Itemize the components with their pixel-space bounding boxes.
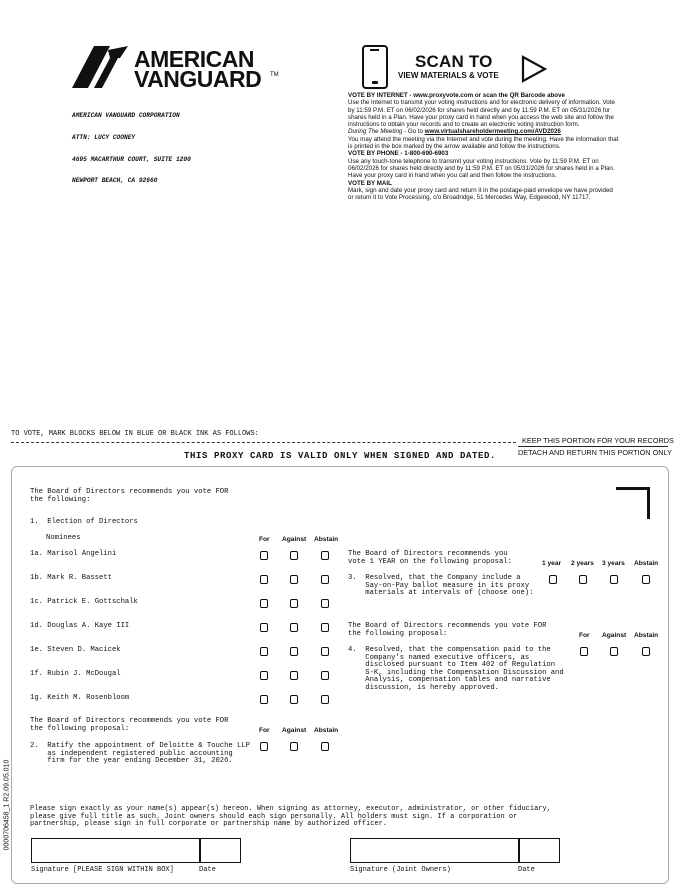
checkbox-1g-against[interactable] xyxy=(290,695,298,704)
meeting-mid: - Go to xyxy=(402,128,425,136)
item4-text: 4. Resolved, that the compensation paid to the Company's named executive officers, as disclosed pursuant to Item 402 of Regulation S-K, including the Compensation Discussion and Analysis, compensation tables and narrative discussion, is hereby approved. xyxy=(348,646,564,692)
col-abstain: Abstain xyxy=(314,727,339,734)
item2-text: 2. Ratify the appointment of Deloitte & Touche LLP as independent registered public accounting firm for the year ending December 31, 2026. xyxy=(30,742,250,766)
col-1-year: 1 year xyxy=(542,560,562,567)
checkbox-1d-for[interactable] xyxy=(260,623,268,632)
col-3-years: 3 years xyxy=(602,560,625,567)
meeting-prefix: During The Meeting xyxy=(348,128,403,136)
mail-heading: VOTE BY MAIL xyxy=(348,179,392,187)
col-for: For xyxy=(259,727,270,734)
signature-label: Signature [PLEASE SIGN WITHIN BOX] xyxy=(31,866,174,874)
col-for: For xyxy=(259,536,270,543)
phone-body: Use any touch-tone telephone to transmit your voting instructions. Vote by 11:59 P.M. ET on 06/02/2026 for shares held directly and by 11:59 P.M. ET on 05/31/2026 for shares held in a Plan. Have your proxy card in hand when you call and then follow the instructions. xyxy=(348,157,615,180)
valid-notice: THIS PROXY CARD IS VALID ONLY WHEN SIGNED AND DATED. xyxy=(184,451,497,461)
col-abstain: Abstain xyxy=(634,560,659,567)
checkbox-1b-abstain[interactable] xyxy=(321,575,329,584)
col-for: For xyxy=(579,632,590,639)
checkbox-1f-against[interactable] xyxy=(290,671,298,680)
company-logo xyxy=(70,44,280,92)
voting-instructions xyxy=(348,92,620,201)
mail-body: Mark, sign and date your proxy card and return it in the postage-paid envelope we have provided or return it to Vote Processing, c/o Broadridge, 51 Mercedes Way, Edgewood, NY 11717. xyxy=(348,186,613,202)
checkbox-2-abstain[interactable] xyxy=(321,742,329,751)
col-against: Against xyxy=(282,727,307,734)
logo-text-line2: VANGUARD xyxy=(134,66,262,92)
item1-title: 1. Election of Directors xyxy=(30,518,138,526)
board-recommend-p4: The Board of Directors recommends you vote FOR the following proposal: xyxy=(348,622,547,638)
side-code-text: 0000706458_1 R2.09.05.010 xyxy=(3,759,11,851)
checkbox-3-1-year[interactable] xyxy=(549,575,557,584)
internet-body: Use the Internet to transmit your voting instructions and for electronic delivery of information. Vote by 11:59 P.M. ET on 06/02/2026 for shares held directly and by 11:59 P.M. ET on 05/31/2026 for shares held in a Plan. Have your proxy card in hand when you access the web site and follow the instructions to obtain your records and to create an electronic voting instruction form. xyxy=(348,99,615,129)
checkbox-4-for[interactable] xyxy=(580,647,588,656)
meeting-url-link[interactable]: www.virtualshareholdermeeting.com/AVD2026 xyxy=(424,128,561,136)
address-line: 4695 MACARTHUR COURT, SUITE 1200 xyxy=(72,155,191,163)
nominee-1c: 1c. Patrick E. Gottschalk xyxy=(30,598,138,606)
return-address xyxy=(72,98,191,192)
joint-date-label: Date xyxy=(518,866,535,874)
logo-mark-icon xyxy=(70,44,130,92)
checkbox-1c-against[interactable] xyxy=(290,599,298,608)
nominee-1e: 1e. Steven D. Macicek xyxy=(30,646,121,654)
nominee-1a: 1a. Marisol Angelini xyxy=(30,550,117,558)
checkbox-1a-abstain[interactable] xyxy=(321,551,329,560)
nominees-header: Nominees xyxy=(46,534,81,542)
checkbox-1e-against[interactable] xyxy=(290,647,298,656)
checkbox-2-for[interactable] xyxy=(260,742,268,751)
joint-date-box[interactable] xyxy=(518,838,560,863)
col-2-years: 2 years xyxy=(571,560,594,567)
corner-mark xyxy=(616,487,650,519)
scan-subtitle: VIEW MATERIALS & VOTE xyxy=(398,71,499,80)
play-arrow-icon xyxy=(521,55,547,83)
checkbox-1a-for[interactable] xyxy=(260,551,268,560)
address-line: AMERICAN VANGUARD CORPORATION xyxy=(72,112,180,120)
checkbox-1c-abstain[interactable] xyxy=(321,599,329,608)
divider xyxy=(518,446,668,447)
phone-heading: VOTE BY PHONE - 1-800-690-6903 xyxy=(348,150,449,158)
mark-instruction: TO VOTE, MARK BLOCKS BELOW IN BLUE OR BLACK INK AS FOLLOWS: xyxy=(11,430,259,438)
board-intro: The Board of Directors recommends you vote FOR the following: xyxy=(30,488,229,504)
address-line: ATTN: LUCY COONEY xyxy=(72,134,136,142)
meeting-body: You may attend the meeting via the Internet and vote during the meeting. Have the information that is printed in the box marked by the arrow available and follow the instructions. xyxy=(348,135,619,151)
nominee-1g: 1g. Keith M. Rosenbloom xyxy=(30,694,130,702)
item3-text: 3. Resolved, that the Company include a Say-on-Pay ballot measure in its proxy materials at intervals of (choose one): xyxy=(348,574,534,598)
logo-trademark: TM xyxy=(270,72,279,78)
address-line: NEWPORT BEACH, CA 92660 xyxy=(72,177,158,185)
checkbox-1c-for[interactable] xyxy=(260,599,268,608)
board-recommend-p2: The Board of Directors recommends you vote FOR the following proposal: xyxy=(30,717,229,733)
col-against: Against xyxy=(602,632,627,639)
checkbox-1e-abstain[interactable] xyxy=(321,647,329,656)
nominee-1b: 1b. Mark R. Bassett xyxy=(30,574,112,582)
checkbox-1d-against[interactable] xyxy=(290,623,298,632)
checkbox-1b-for[interactable] xyxy=(260,575,268,584)
checkbox-1f-for[interactable] xyxy=(260,671,268,680)
checkbox-1g-abstain[interactable] xyxy=(321,695,329,704)
col-against: Against xyxy=(282,536,307,543)
joint-signature-label: Signature (Joint Owners) xyxy=(350,866,451,874)
col-abstain: Abstain xyxy=(314,536,339,543)
checkbox-1d-abstain[interactable] xyxy=(321,623,329,632)
nominee-1d: 1d. Douglas A. Kaye III xyxy=(30,622,130,630)
checkbox-1e-for[interactable] xyxy=(260,647,268,656)
smartphone-icon xyxy=(362,45,388,89)
board-recommend-p3: The Board of Directors recommends you vote 1 YEAR on the following proposal: xyxy=(348,550,512,566)
scan-title: SCAN TO xyxy=(415,52,493,71)
detach-label: DETACH AND RETURN THIS PORTION ONLY xyxy=(518,448,672,457)
checkbox-4-abstain[interactable] xyxy=(642,647,650,656)
checkbox-3-abstain[interactable] xyxy=(642,575,650,584)
checkbox-3-3-years[interactable] xyxy=(610,575,618,584)
checkbox-1g-for[interactable] xyxy=(260,695,268,704)
side-code xyxy=(0,735,14,875)
meeting-line xyxy=(348,128,620,135)
perforation-line xyxy=(11,442,516,443)
nominee-1f: 1f. Rubin J. McDougal xyxy=(30,670,121,678)
logo-text-line1: AMERICAN xyxy=(134,46,254,72)
internet-heading: VOTE BY INTERNET - www.proxyvote.com or scan the QR Barcode above xyxy=(348,92,565,99)
checkbox-2-against[interactable] xyxy=(290,742,298,751)
checkbox-4-against[interactable] xyxy=(610,647,618,656)
checkbox-1a-against[interactable] xyxy=(290,551,298,560)
checkbox-1f-abstain[interactable] xyxy=(321,671,329,680)
keep-portion-label: KEEP THIS PORTION FOR YOUR RECORDS xyxy=(522,436,674,445)
sign-instructions: Please sign exactly as your name(s) appear(s) hereon. When signing as attorney, executor, administrator, or other fiduciary, please give full title as such. Joint owners should each sign personally. All holders must sign. If a corporation or partnership, please sign in full corporate or partnership name by authorized officer. xyxy=(30,805,551,829)
joint-signature-box[interactable] xyxy=(350,838,520,863)
checkbox-1b-against[interactable] xyxy=(290,575,298,584)
date-label: Date xyxy=(199,866,216,874)
date-box[interactable] xyxy=(199,838,241,863)
col-abstain: Abstain xyxy=(634,632,659,639)
signature-box[interactable] xyxy=(31,838,201,863)
checkbox-3-2-years[interactable] xyxy=(579,575,587,584)
